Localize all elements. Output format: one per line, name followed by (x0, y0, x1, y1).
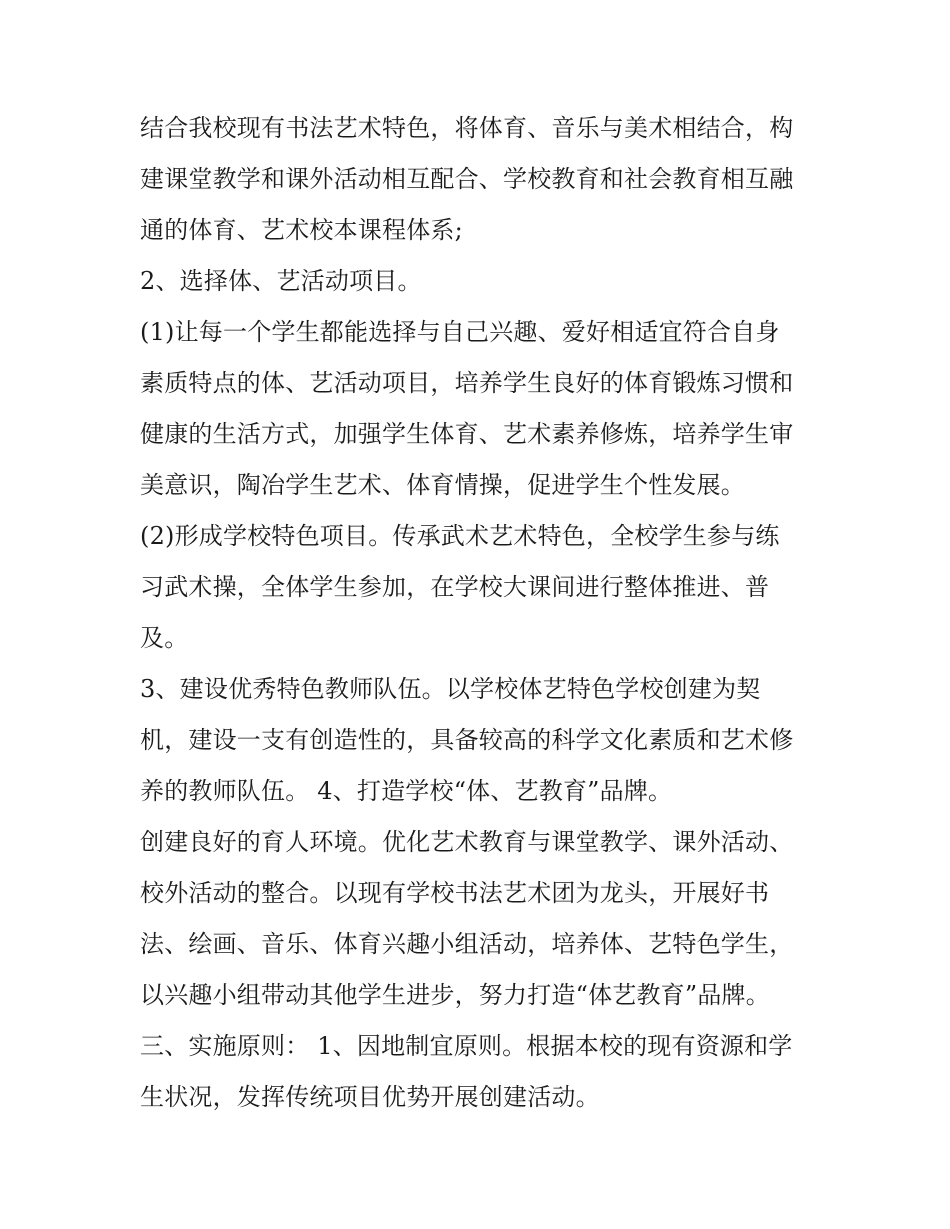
text-line: 以兴趣小组带动其他学生进步，努力打造“体艺教育”品牌。 (140, 981, 770, 1009)
text-line: 创建良好的育人环境。优化艺术教育与课堂教学、课外活动、 (140, 828, 794, 856)
text-line: 建课堂教学和课外活动相互配合、学校教育和社会教育相互融 (140, 165, 794, 193)
text-line: 结合我校现有书法艺术特色，将体育、音乐与美术相结合，构 (140, 114, 794, 142)
text-line: 习武术操，全体学生参加，在学校大课间进行整体推进、普 (140, 573, 770, 601)
text-line: 生状况，发挥传统项目优势开展创建活动。 (140, 1083, 600, 1111)
text-line: 素质特点的体、艺活动项目，培养学生良好的体育锻炼习惯和 (140, 369, 794, 397)
document-body (140, 103, 830, 1123)
text-line: 机，建设一支有创造性的，具备较高的科学文化素质和艺术修 (140, 726, 794, 754)
text-line: 及。 (140, 624, 189, 652)
text-line: (2)形成学校特色项目。传承武术艺术特色，全校学生参与练 (140, 522, 780, 550)
text-line: (1)让每一个学生都能选择与自己兴趣、爱好相适宜符合自身 (140, 318, 780, 346)
text-line: 三、实施原则： 1、因地制宜原则。根据本校的现有资源和学 (140, 1032, 793, 1060)
text-line: 美意识，陶冶学生艺术、体育情操，促进学生个性发展。 (140, 471, 745, 499)
text-line: 校外活动的整合。以现有学校书法艺术团为龙头，开展好书 (140, 879, 770, 907)
text-line: 通的体育、艺术校本课程体系; (140, 216, 463, 244)
text-line: 法、绘画、音乐、体育兴趣小组活动，培养体、艺特色学生， (140, 930, 794, 958)
text-line: 3、建设优秀特色教师队伍。以学校体艺特色学校创建为契 (140, 675, 761, 703)
text-line: 健康的生活方式，加强学生体育、艺术素养修炼，培养学生审 (140, 420, 794, 448)
text-line: 养的教师队伍。 4、打造学校“体、艺教育”品牌。 (140, 777, 673, 805)
section-heading: 2、选择体、艺活动项目。 (140, 267, 422, 295)
